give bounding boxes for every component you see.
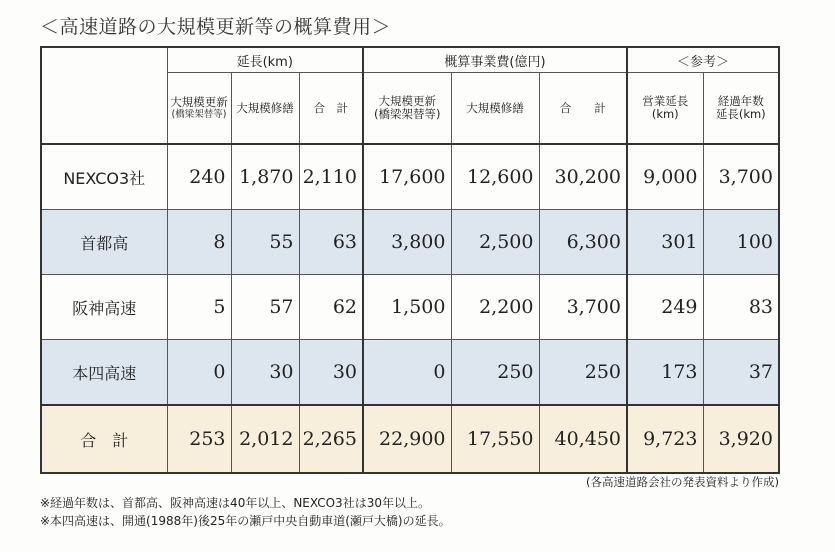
header-length: 延長(km) [167,47,363,73]
table-cell: 30 [231,340,299,406]
table-cell: 17,600 [363,144,451,210]
table-cell: 3,700 [539,275,627,340]
subheader-total-length: 合 計 [299,73,363,145]
subheader-repair-cost: 大規模修繕 [451,73,539,145]
subheader-label: 経過年数 [717,94,764,108]
subheader-note: (橋梁架替等) [171,109,227,120]
table-cell: 301 [627,210,703,275]
table-cell: 30,200 [539,144,627,210]
table-row [41,144,779,210]
table-cell: 17,550 [451,405,539,473]
table-cell: 40,450 [539,405,627,473]
table-cell: 3,920 [703,405,779,473]
table-row [41,275,779,340]
table-cell: 30 [299,340,363,406]
table-cell: 55 [231,210,299,275]
row-label: 首都高 [41,210,167,275]
table-cell: 3,800 [363,210,451,275]
source-note: (各高速道路会社の発表資料より作成) [586,475,779,489]
row-label: 合 計 [41,405,167,473]
cost-table [40,46,780,474]
table-cell: 63 [299,210,363,275]
subheader-label: 大規模更新 [378,94,436,108]
page-title: ＜高速道路の大規模更新等の概算費用＞ [40,16,392,38]
table-cell: 62 [299,275,363,340]
table-cell: 9,000 [627,144,703,210]
table-header-group-row [41,47,779,73]
table-cell: 249 [627,275,703,340]
table-row [41,340,779,406]
subheader-repair-length: 大規模修繕 [231,73,299,145]
table-cell: 2,012 [231,405,299,473]
table-cell: 2,500 [451,210,539,275]
table-cell: 37 [703,340,779,406]
header-cost: 概算事業費(億円) [363,47,627,73]
subheader-operating-length [627,73,703,145]
footnote: ※本四高速は、開通(1988年)後25年の瀬戸中央自動車道(瀬戸大橋)の延長。 [40,514,451,528]
row-label: 本四高速 [41,340,167,406]
table-cell: 250 [451,340,539,406]
subheader-aged-length [703,73,779,145]
table-cell: 240 [167,144,231,210]
table-cell: 6,300 [539,210,627,275]
table-cell: 22,900 [363,405,451,473]
table-cell: 2,200 [451,275,539,340]
table-cell: 9,723 [627,405,703,473]
table-cell: 0 [363,340,451,406]
subheader-label: 大規模更新 [170,95,228,109]
subheader-note: (橋梁架替等) [374,107,441,121]
table-cell: 3,700 [703,144,779,210]
row-label: 阪神高速 [41,275,167,340]
subheader-label: 営業延長 [642,94,689,108]
table-row [41,210,779,275]
table-cell: 253 [167,405,231,473]
table-cell: 83 [703,275,779,340]
subheader-note: 延長(km) [715,107,766,121]
header-blank [41,47,167,144]
table-cell: 0 [167,340,231,406]
table-cell: 2,110 [299,144,363,210]
table-cell: 5 [167,275,231,340]
header-reference: ＜参考＞ [627,47,779,73]
footnote: ※経過年数は、首都高、阪神高速は40年以上、NEXCO3社は30年以上。 [40,496,430,510]
table-cell: 8 [167,210,231,275]
table-body [41,144,779,473]
table-cell: 12,600 [451,144,539,210]
subheader-total-cost: 合 計 [539,73,627,145]
table-cell: 1,870 [231,144,299,210]
subheader-renewal-cost [363,73,451,145]
table-cell: 250 [539,340,627,406]
table-cell: 173 [627,340,703,406]
row-label: NEXCO3社 [41,144,167,210]
table-cell: 57 [231,275,299,340]
subheader-note: (km) [651,107,679,121]
table-cell: 100 [703,210,779,275]
table-cell: 2,265 [299,405,363,473]
table-cell: 1,500 [363,275,451,340]
table-row [41,405,779,473]
subheader-renewal-length [167,73,231,145]
